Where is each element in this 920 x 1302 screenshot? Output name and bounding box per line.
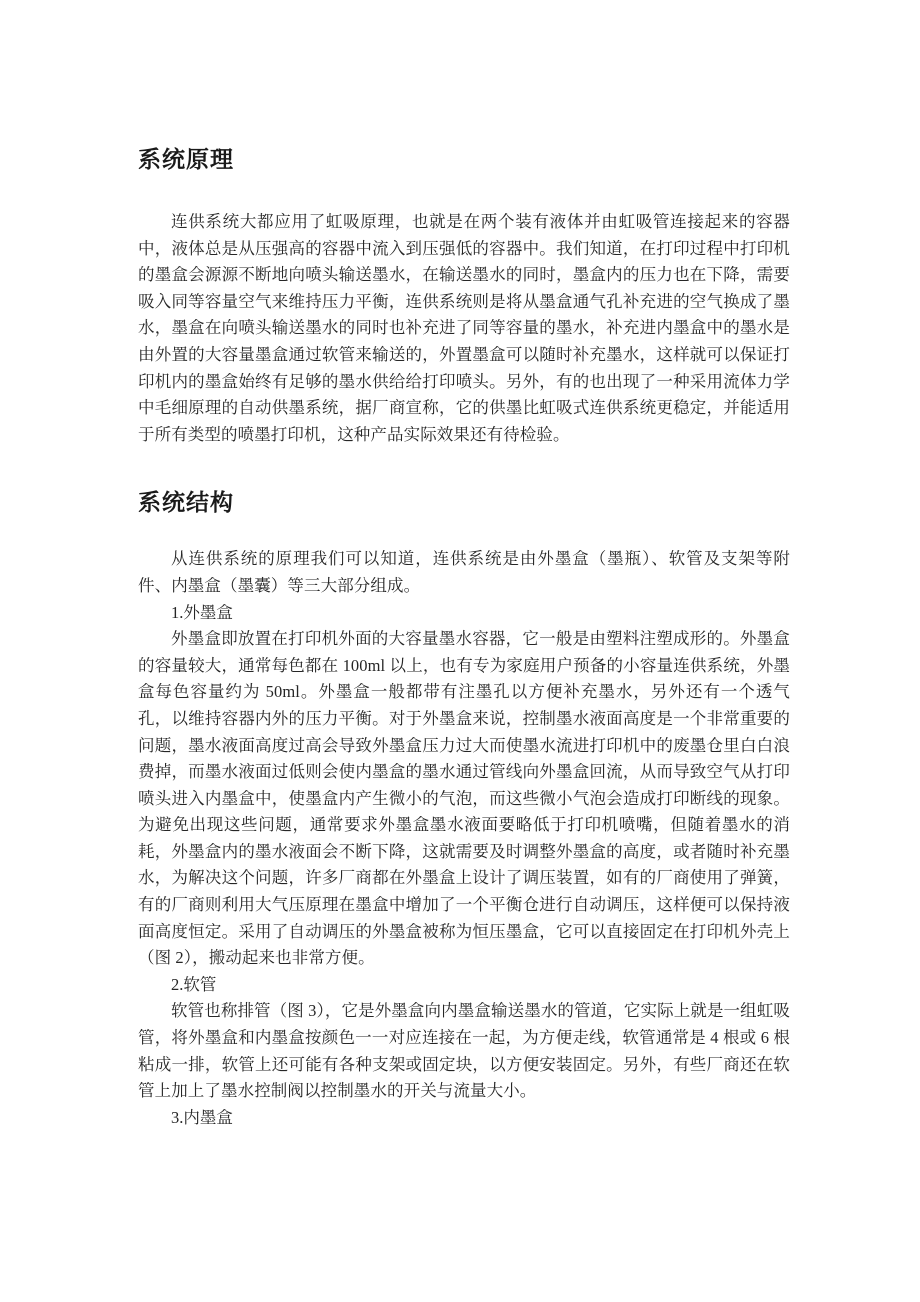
- paragraph-system-principle: 连供系统大都应用了虹吸原理，也就是在两个装有液体并由虹吸管连接起来的容器中，液体总是从压强高的容器中流入到压强低的容器中。我们知道，在打印过程中打印机的墨盒会源源不断地向喷头输送墨水，在输送墨水的同时，墨盒内的压力也在下降，需要吸入同等容量空气来维持压力平衡，连供系统则是将从墨盒通气孔补充进的空气换成了墨水，墨盒在向喷头输送墨水的同时也补充进了同等容量的墨水，补充进内墨盒中的墨水是由外置的大容量墨盒通过软管来输送的，外置墨盒可以随时补充墨水，这样就可以保证打印机内的墨盒始终有足够的墨水供给给打印喷头。另外，有的也出现了一种采用流体力学中毛细原理的自动供墨系统，据厂商宣称，它的供墨比虹吸式连供系统更稳定，并能适用于所有类型的喷墨打印机，这种产品实际效果还有待检验。: [138, 212, 790, 444]
- list-item-label-tube: 2.软管: [171, 974, 217, 994]
- paragraph-tube: 软管也称排管（图 3），它是外墨盒向内墨盒输送墨水的管道，它实际上就是一组虹吸管，将外墨盒和内墨盒按颜色一一对应连接在一起，为方便走线，软管通常是 4 根或 6 根粘成一排，软管上还可能有各种支架或固定块，以方便安装固定。另外，有些厂商还在软管上加上了墨水控制阀以控制墨水的开关与流量大小。: [138, 1001, 790, 1101]
- list-item-label-outer-cartridge: 1.外墨盒: [171, 602, 233, 622]
- heading-system-principle: 系统原理: [138, 146, 234, 172]
- paragraph-outer-cartridge: 外墨盒即放置在打印机外面的大容量墨水容器，它一般是由塑料注塑成形的。外墨盒的容量较大，通常每色都在 100ml 以上，也有专为家庭用户预备的小容量连供系统，外墨盒每色容量约为 50ml。外墨盒一般都带有注墨孔以方便补充墨水，另外还有一个透气孔，以维持容器内外的压力平衡。对于外墨盒来说，控制墨水液面高度是一个非常重要的问题，墨水液面高度过高会导致外墨盒压力过大而使墨水流进打印机中的废墨仓里白白浪费掉，而墨水液面过低则会使内墨盒的墨水通过管线向外墨盒回流，从而导致空气从打印喷头进入内墨盒中，使墨盒内产生微小的气泡，而这些微小气泡会造成打印断线的现象。为避免出现这些问题，通常要求外墨盒墨水液面要略低于打印机喷嘴，但随着墨水的消耗，外墨盒内的墨水液面会不断下降，这就需要及时调整外墨盒的高度，或者随时补充墨水，为解决这个问题，许多厂商都在外墨盒上设计了调压装置，如有的厂商使用了弹簧，有的厂商则利用大气压原理在墨盒中增加了一个平衡仓进行自动调压，这样便可以保持液面高度恒定。采用了自动调压的外墨盒被称为恒压墨盒，它可以直接固定在打印机外壳上（图 2），搬动起来也非常方便。: [138, 629, 790, 968]
- paragraph-structure-intro: 从连供系统的原理我们可以知道，连供系统是由外墨盒（墨瓶）、软管及支架等附件、内墨盒（墨囊）等三大部分组成。: [138, 549, 790, 595]
- list-item-label-inner-cartridge: 3.内墨盒: [171, 1107, 233, 1127]
- heading-system-structure: 系统结构: [138, 489, 234, 516]
